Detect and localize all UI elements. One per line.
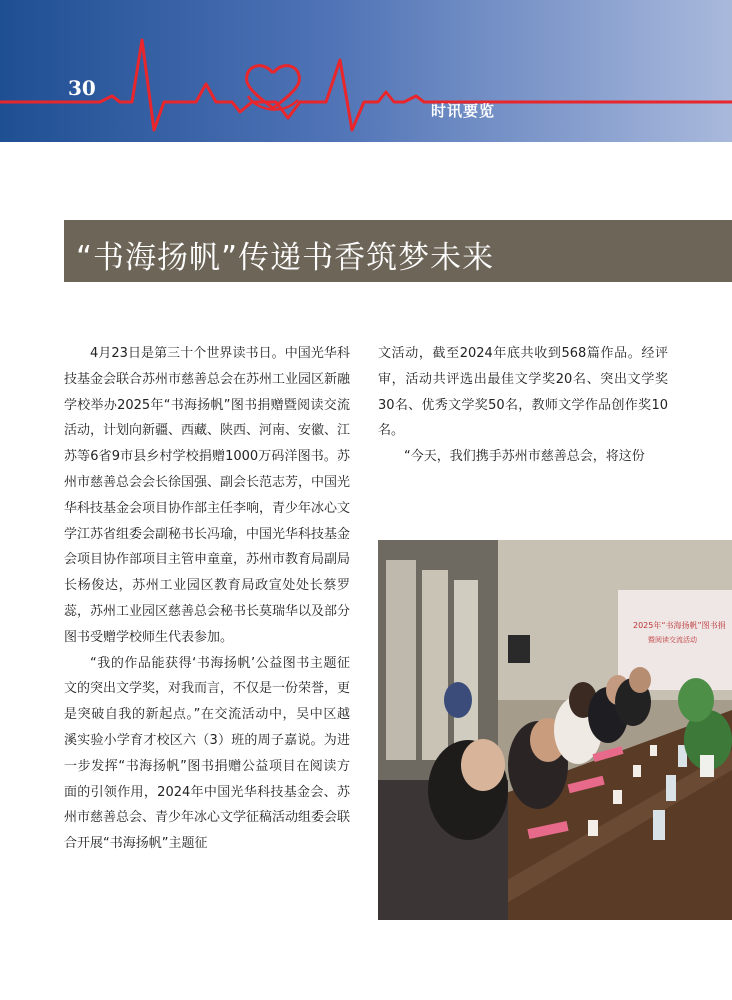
header-band [0,0,732,142]
page-number: 30 [68,76,96,100]
right-column [378,341,668,470]
screen-text-1: 2025年“书海扬帆”图书捐 [633,621,726,630]
left-paragraph-2: “我的作品能获得‘书海扬帆’公益图书主题征文的突出文学奖，对我而言，不仅是一份荣誉，更是突破自我的新起点。”在交流活动中，吴中区越溪实验小学育才校区六（3）班的周子嘉说。为进一步发挥“书海扬帆”图书捐赠公益项目在阅读方面的引领作用，2024年中国光华科技基金会、苏州市慈善总会、青少年冰心文学征稿活动组委会联合开展“书海扬帆”主题征 [64,655,351,852]
screen-text-2: 暨阅读交流活动 [648,636,697,644]
article-title-bar [64,220,732,282]
article-title: “书海扬帆”传递书香筑梦未来 [76,240,495,276]
left-paragraph-1: 4月23日是第三十个世界读书日。中国光华科技基金会联合苏州市慈善总会在苏州工业园区新融学校举办2025年“书海扬帆”图书捐赠暨阅读交流活动，计划向新疆、西藏、陕西、河南、安徽、江苏等6省9市县乡村学校捐赠1000万码洋图书。苏州市慈善总会会长徐国强、副会长范志芳，中国光华科技基金会项目协作部主任李响，青少年冰心文学江苏省组委会副秘书长冯瑜，中国光华科技基金会项目协作部项目主管申童童，苏州市教育局副局长杨俊达，苏州工业园区教育局政宣处处长蔡罗蕊，苏州工业园区慈善总会秘书长莫瑞华以及部分图书受赠学校师生代表参加。 [64,346,351,645]
heartbeat-line-icon [0,0,732,142]
event-photo [378,540,732,920]
right-paragraph-2: “今天，我们携手苏州市慈善总会，将这份 [404,449,645,465]
left-column [64,341,350,857]
section-label: 时讯要览 [431,102,496,120]
right-paragraph-1: 文活动，截至2024年底共收到568篇作品。经评审，活动共评选出最佳文学奖20名、突出文学奖30名、优秀文学奖50名，教师文学作品创作奖10名。 [378,346,668,439]
